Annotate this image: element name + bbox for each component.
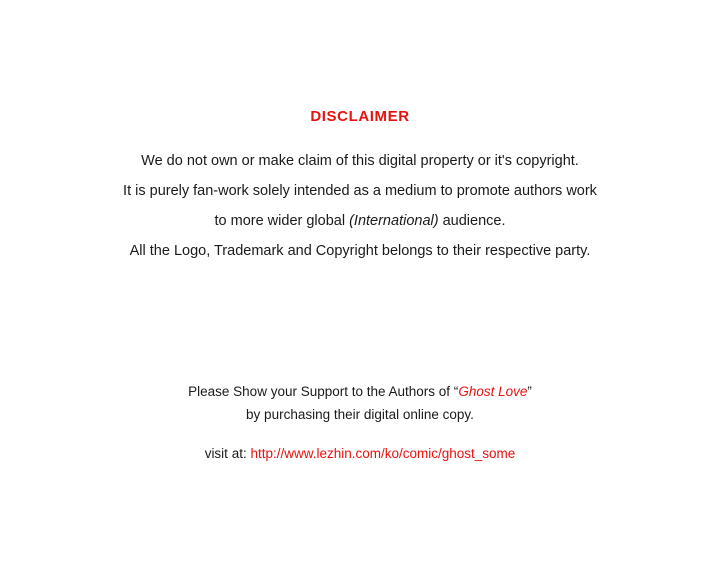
disclaimer-line-4: All the Logo, Trademark and Copyright belongs to their respective party.: [129, 243, 591, 259]
disclaimer-line-2: It is purely fan-work solely intended as a medium to promote authors work: [123, 183, 597, 199]
disclaimer-line-1: We do not own or make claim of this digital property or it's copyright.: [141, 153, 579, 169]
disclaimer-line-3: [0, 206, 720, 236]
visit-label: visit at:: [204, 446, 251, 461]
disclaimer-section: [0, 108, 720, 266]
disclaimer-line-3-suffix: audience.: [438, 213, 506, 229]
lezhin-link[interactable]: http://www.lezhin.com/ko/comic/ghost_some: [250, 446, 516, 461]
visit-line: [0, 442, 720, 465]
support-line-1-prefix: Please Show your Support to the Authors of “: [188, 384, 459, 399]
support-section: [0, 380, 720, 479]
support-line-1-suffix: ”: [527, 384, 532, 399]
comic-title: Ghost Love: [458, 384, 528, 399]
disclaimer-title: DISCLAIMER: [310, 108, 410, 125]
support-line-1: [0, 380, 720, 403]
disclaimer-line-3-prefix: to more wider global: [214, 213, 350, 229]
disclaimer-line-3-italic: (International): [349, 213, 439, 229]
support-line-2: by purchasing their digital online copy.: [246, 407, 474, 422]
